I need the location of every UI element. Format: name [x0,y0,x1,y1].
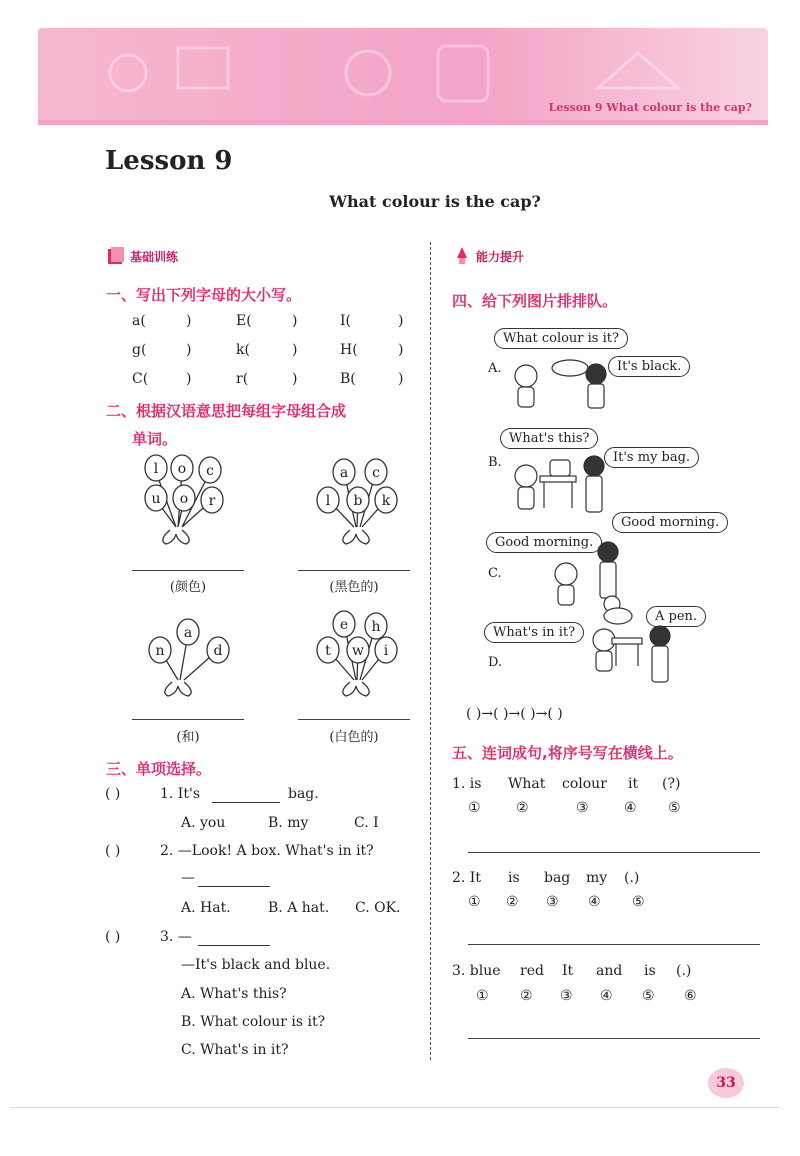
num: ⑤ [668,800,681,816]
q3-answer-line: —It's black and blue. [181,957,331,973]
s1-cell: ) [292,371,298,387]
q2-option[interactable]: A. Hat. [181,900,231,916]
num: ⑤ [632,894,645,910]
speech-bubble: What's in it? [484,622,584,643]
balloon-letter: l [153,461,159,477]
q3-option[interactable]: A. What's this? [181,986,287,1002]
num: ① [468,800,481,816]
group-caption: (和) [176,730,200,745]
banner-strip [38,120,768,125]
speech-bubble: What's this? [500,428,598,449]
q2-stem: 2. —Look! A box. What's in it? [160,843,374,859]
q1-blank[interactable] [212,786,280,803]
s1-cell: ) [186,342,192,358]
group-caption: (黑色的) [329,580,379,595]
s1-cell: ) [398,371,404,387]
speech-bubble: A pen. [646,606,706,627]
s1-cell: B( [340,371,356,387]
answer-line[interactable] [132,570,244,571]
q3-stem: 3. — [160,929,192,945]
answer-line[interactable] [132,719,244,720]
section3-heading: 三、单项选择。 [106,760,212,778]
balloon-letter: b [353,493,363,509]
word: (.) [676,963,692,979]
scene-label: A. [488,361,502,376]
answer-paren[interactable]: ( ) [105,786,121,802]
scene-label: C. [488,566,502,581]
q3-option[interactable]: B. What colour is it? [181,1014,326,1030]
num: ③ [560,988,573,1004]
speech-bubble: It's my bag. [604,447,699,468]
num: ① [468,894,481,910]
basic-training-badge [106,246,178,266]
balloon-letter: u [151,491,161,507]
word: it [628,776,639,792]
balloon-letter: d [213,643,223,659]
balloon-letter: k [381,493,391,509]
q3-option[interactable]: C. What's in it? [181,1042,289,1058]
word: (?) [662,776,681,792]
word: 1. is [452,776,482,792]
section4-heading: 四、给下列图片排排队。 [452,292,618,310]
group-caption: (白色的) [329,730,379,745]
num: ⑤ [642,988,655,1004]
q1-option[interactable]: B. my [268,815,309,831]
page-number: 33 [708,1068,744,1098]
s1-cell: ) [398,313,404,329]
speech-bubble: Good morning. [612,512,728,533]
answer-paren[interactable]: ( ) [105,929,121,945]
word: and [596,963,623,979]
answer-line[interactable] [298,719,410,720]
q1-stem: 1. It's [160,786,200,802]
footer-rule [10,1107,780,1108]
balloon-letter: w [352,643,364,659]
q3-blank[interactable] [198,929,270,946]
word: my [586,870,608,886]
scene-label: B. [488,455,502,470]
balloon-letter: a [183,625,193,641]
lesson-subtitle: What colour is the cap? [329,192,541,211]
answer-line[interactable] [298,570,410,571]
q1-option[interactable]: C. I [354,815,379,831]
word: 2. It [452,870,481,886]
s1-cell: k( [236,342,250,358]
num: ④ [600,988,613,1004]
s1-cell: ) [186,313,192,329]
word: bag [544,870,571,886]
order-answer-row[interactable]: ( )→( )→( )→( ) [466,706,563,722]
s1-cell: ) [292,342,298,358]
s1-cell: ) [292,313,298,329]
section1-heading: 一、写出下列字母的大小写。 [106,286,302,304]
balloon-letter: l [325,493,331,509]
balloon-letter: o [179,491,189,507]
balloon-letter: a [339,465,349,481]
word: 3. blue [452,963,501,979]
word: red [520,963,544,979]
scene-label: D. [488,655,503,670]
q2-option[interactable]: B. A hat. [268,900,330,916]
balloon-letter: e [339,617,349,633]
num: ③ [576,800,589,816]
lesson-title: Lesson 9 [105,146,233,176]
s1-cell: ) [398,342,404,358]
book-icon [106,246,126,266]
num: ② [520,988,533,1004]
column-divider [430,242,431,1060]
s1-cell: H( [340,342,358,358]
answer-paren[interactable]: ( ) [105,843,121,859]
word: is [644,963,656,979]
s1-cell: ) [186,371,192,387]
num: ② [506,894,519,910]
section5-heading: 五、连词成句,将序号写在横线上。 [452,744,683,762]
speech-bubble: It's black. [608,356,690,377]
word: is [508,870,520,886]
answer-line[interactable] [468,1038,760,1039]
word: It [562,963,574,979]
num: ⑥ [684,988,697,1004]
s1-cell: E( [236,313,252,329]
balloon-letter: h [371,619,381,635]
s1-cell: C( [132,371,149,387]
s1-cell: I( [340,313,351,329]
num: ② [516,800,529,816]
balloon-letter: c [206,463,214,479]
running-title: Lesson 9 What colour is the cap? [548,101,752,114]
answer-line[interactable] [468,852,760,853]
q2-blank[interactable] [198,870,270,887]
q2-option[interactable]: C. OK. [355,900,401,916]
num: ③ [546,894,559,910]
basic-badge-label: 基础训练 [130,249,179,264]
rocket-icon [452,246,472,266]
balloon-letter: r [208,493,216,509]
balloon-letter: t [325,643,331,659]
answer-line[interactable] [468,944,760,945]
section2-heading-line2: 单词。 [132,430,178,448]
group-caption: (颜色) [169,580,207,595]
section2-heading-line1: 二、根据汉语意思把每组字母组合成 [106,402,347,420]
s1-cell: r( [236,371,249,387]
q2-dash: — [181,870,195,886]
word: colour [562,776,607,792]
ability-badge [452,246,524,266]
ability-badge-label: 能力提升 [476,249,525,264]
balloon-letter: o [177,461,187,477]
word: What [508,776,546,792]
speech-bubble: Good morning. [486,532,602,553]
balloon-letter: c [372,465,380,481]
num: ④ [624,800,637,816]
cartoon-figures [500,356,760,696]
q1-tail: bag. [288,786,319,802]
balloon-groups [100,452,430,752]
q1-option[interactable]: A. you [181,815,226,831]
num: ④ [588,894,601,910]
balloon-letter: i [383,643,389,659]
speech-bubble: What colour is it? [494,328,628,349]
word: (.) [624,870,640,886]
balloon-letter: n [155,643,165,659]
s1-cell: g( [132,342,147,358]
s1-cell: a( [132,313,146,329]
num: ① [476,988,489,1004]
